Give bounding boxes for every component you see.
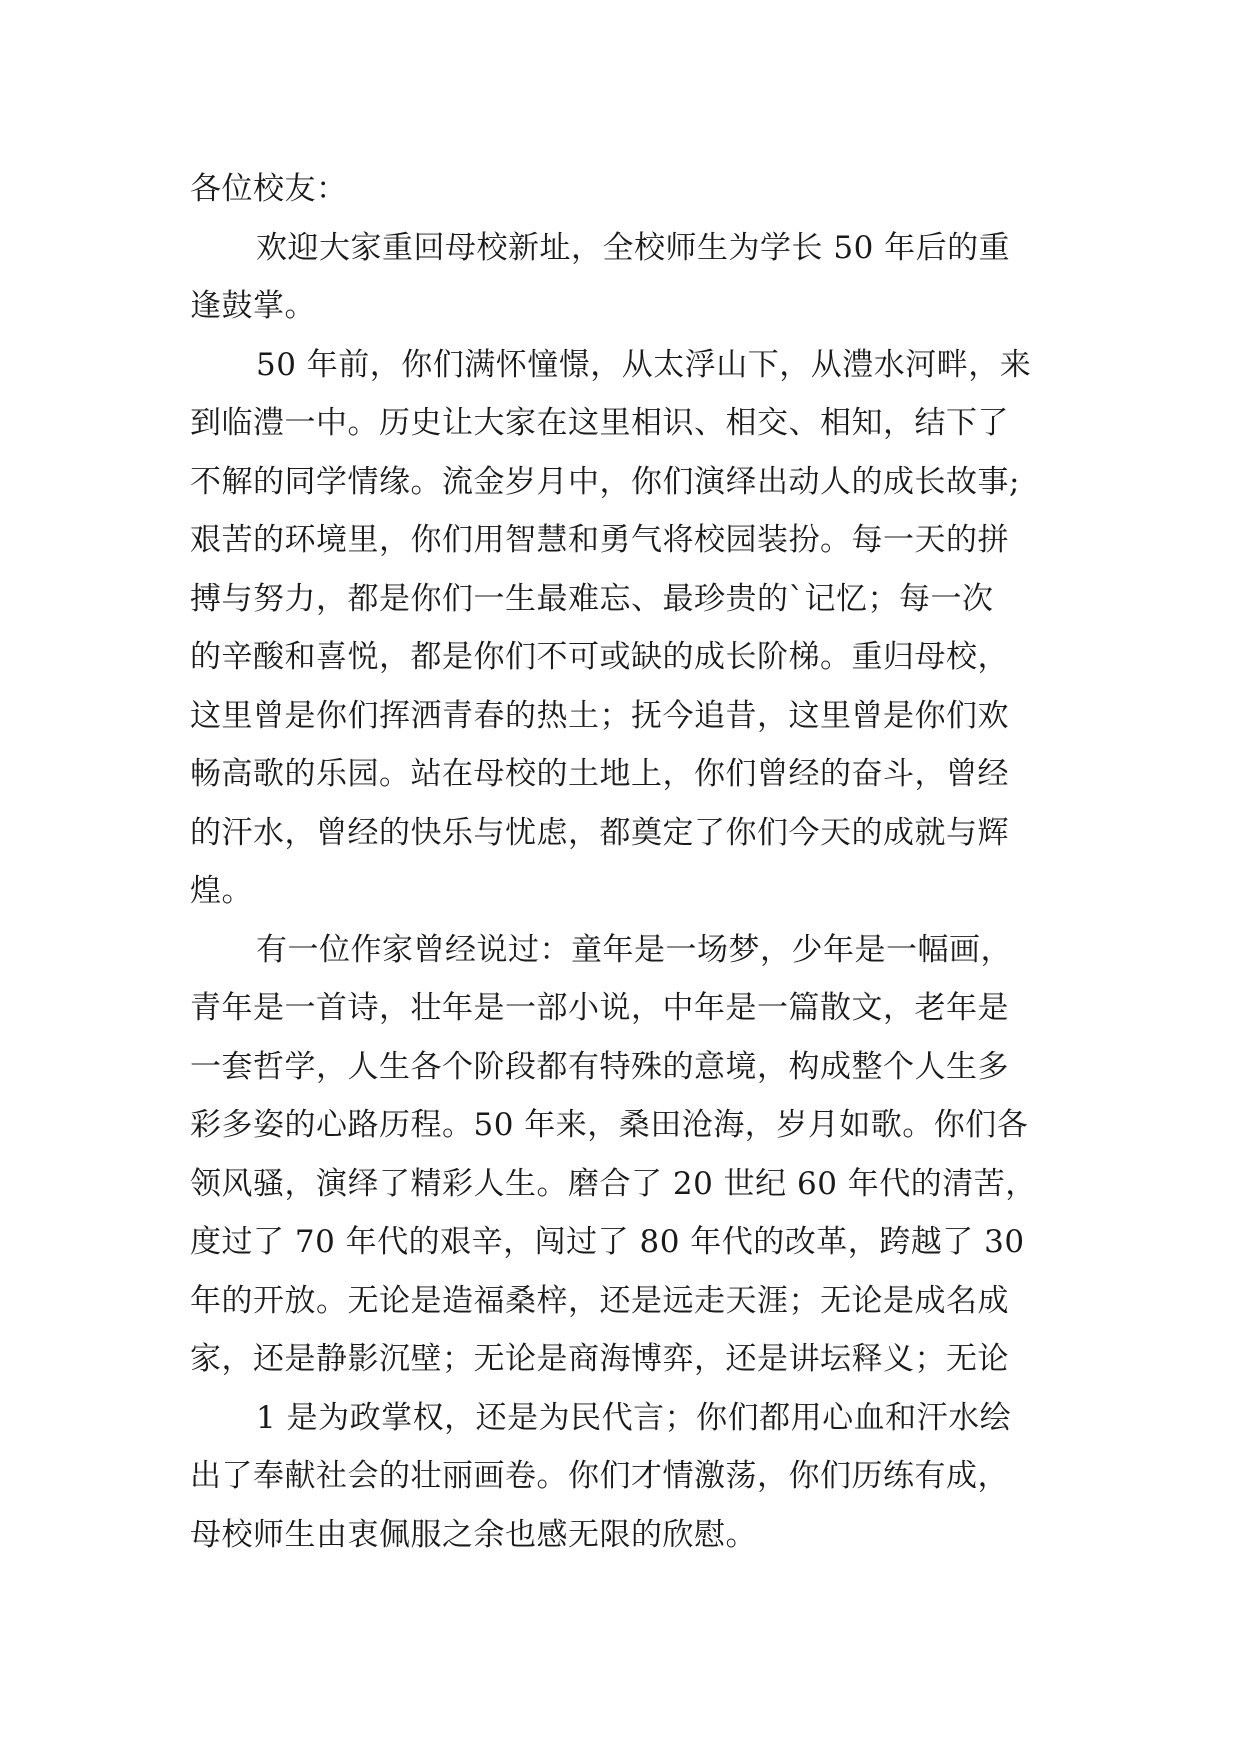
text-line: 的汗水，曾经的快乐与忧虑，都奠定了你们今天的成就与辉 bbox=[190, 814, 1009, 851]
text-line: 搏与努力，都是你们一生最难忘、最珍贵的`记忆；每一次 bbox=[190, 580, 994, 617]
text-line: 逢鼓掌。 bbox=[190, 288, 316, 324]
text-line: 一套哲学，人生各个阶段都有特殊的意境，构成整个人生多 bbox=[190, 1048, 1009, 1085]
text-line: 度过了 70 年代的艰辛，闯过了 80 年代的改革，跨越了 30 bbox=[190, 1224, 1025, 1260]
text-line: 有一位作家曾经说过：童年是一场梦，少年是一幅画， bbox=[256, 931, 1012, 968]
text-line: 50 年前，你们满怀憧憬，从太浮山下，从澧水河畔，来 bbox=[256, 346, 1032, 383]
text-line: 不解的同学情缘。流金岁月中，你们演绎出动人的成长故事; bbox=[190, 463, 1020, 500]
text-line: 的辛酸和喜悦，都是你们不可或缺的成长阶梯。重归母校， bbox=[190, 639, 1009, 675]
letter-body bbox=[190, 160, 1070, 1564]
text-line: 家，还是静影沉壁；无论是商海博弈，还是讲坛释义；无论 bbox=[190, 1341, 1009, 1377]
text-line: 欢迎大家重回母校新址，全校师生为学长 50 年后的重 bbox=[256, 229, 1011, 266]
text-line: 1 是为政掌权，还是为民代言；你们都用心血和汗水绘 bbox=[256, 1399, 1012, 1436]
text-line: 出了奉献社会的壮丽画卷。你们才情激荡，你们历练有成， bbox=[190, 1458, 1009, 1494]
text-line: 领风骚，演绎了精彩人生。磨合了 20 世纪 60 年代的清苦， bbox=[190, 1165, 1037, 1202]
text-line: 青年是一首诗，壮年是一部小说，中年是一篇散文，老年是 bbox=[190, 990, 1009, 1026]
text-line: 到临澧一中。历史让大家在这里相识、相交、相知，结下了 bbox=[190, 405, 1009, 441]
text-line: 畅高歌的乐园。站在母校的土地上，你们曾经的奋斗，曾经 bbox=[190, 756, 1009, 792]
text-line: 彩多姿的心路历程。50 年来，桑田沧海，岁月如歌。你们各 bbox=[190, 1107, 1029, 1143]
text-line: 这里曾是你们挥洒青春的热土；抚今追昔，这里曾是你们欢 bbox=[190, 697, 1009, 734]
text-line: 艰苦的环境里，你们用智慧和勇气将校园装扮。每一天的拼 bbox=[190, 522, 1009, 558]
salutation: 各位校友： bbox=[190, 171, 348, 207]
text-line: 煌。 bbox=[190, 873, 253, 909]
text-line: 母校师生由衷佩服之余也感无限的欣慰。 bbox=[190, 1516, 757, 1553]
text-line: 年的开放。无论是造福桑梓，还是远走天涯；无论是成名成 bbox=[190, 1282, 1009, 1319]
